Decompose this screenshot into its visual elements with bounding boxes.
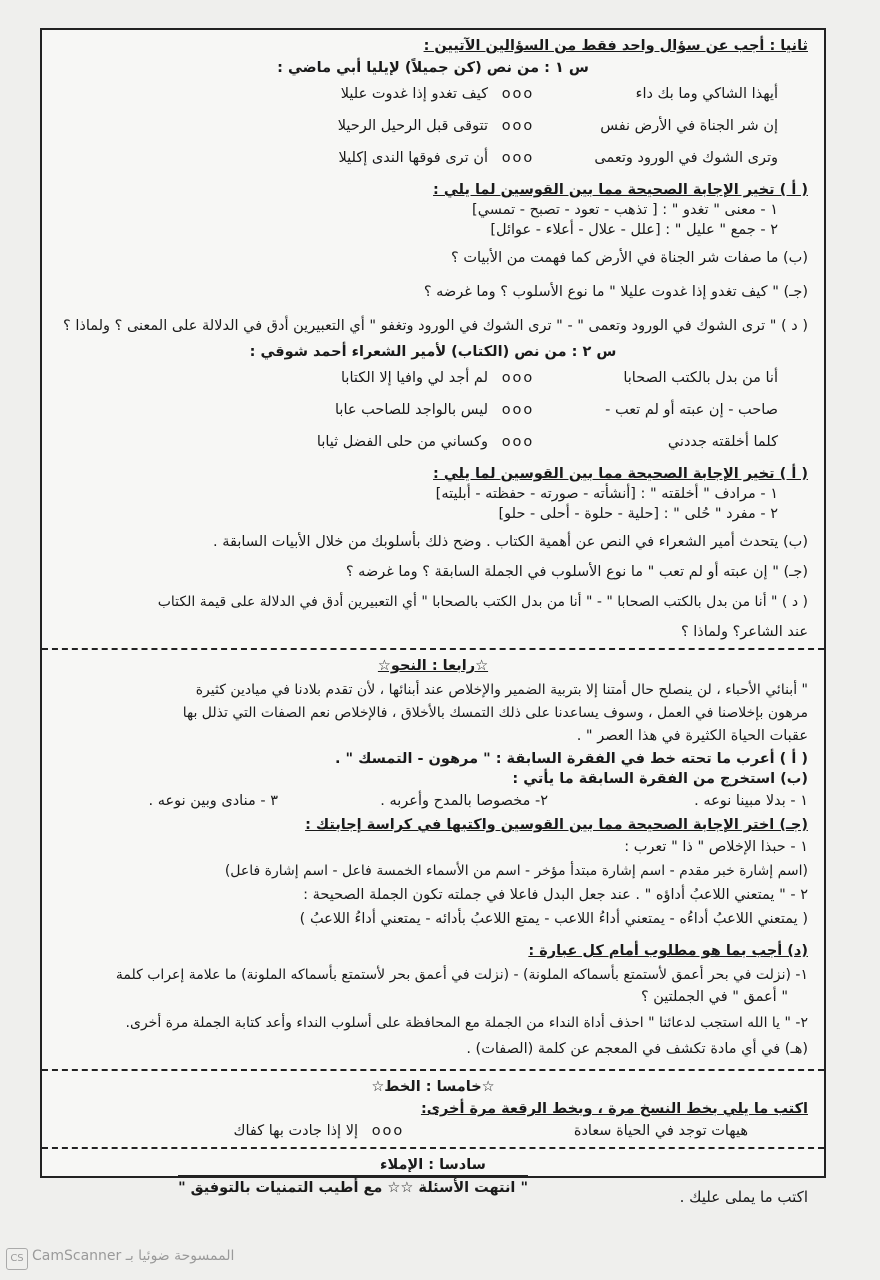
grammar-part-c-item-1: ١ - حبذا الإخلاص " ذا " تعرب : — [624, 839, 808, 855]
section-four-title: ☆رابعا : النحو☆ — [377, 658, 489, 674]
verse-separator: ooo — [501, 434, 535, 450]
verse-second-half: تتوقى قبل الرحيل الرحيلا — [337, 118, 488, 134]
handwriting-instruction: اكتب ما يلي بخط النسخ مرة ، وبخط الرقعة مرة أخرى: — [420, 1101, 808, 1117]
dictation-instruction: اكتب ما يملى عليك . — [679, 1188, 808, 1206]
verse-first-half: إن شر الجناة في الأرض نفس — [600, 118, 778, 134]
section-divider — [42, 648, 824, 650]
verse-second-half: ليس بالواجد للصاحب عابا — [334, 402, 488, 418]
grammar-part-d-heading: (د) أجب بما هو مطلوب أمام كل عبارة : — [528, 943, 808, 959]
camscanner-logo: CS — [6, 1248, 28, 1270]
q1-part-a-item-2: ٢ - جمع " عليل " : [علل - علال - أعلاء - عوائل] — [490, 222, 778, 238]
q2-heading: س ٢ : من نص (الكتاب) لأمير الشعراء أحمد شوقي : — [249, 344, 617, 360]
exam-page — [40, 28, 826, 1206]
q2-part-d-continued: عند الشاعر؟ ولماذا ؟ — [680, 624, 808, 640]
q2-poem — [58, 368, 808, 452]
verse-row — [58, 84, 808, 104]
grammar-paragraph-line-3: عقبات الحياة الكثيرة في هذا العصر " . — [576, 728, 808, 744]
verse-separator: ooo — [501, 118, 535, 134]
verse-row — [58, 368, 808, 388]
q2-part-a-item-1: ١ - مرادف " أخلقته " : [أنشأته - صورته - حفظته - أبليته] — [435, 486, 778, 502]
verse-row — [58, 400, 808, 420]
q1-part-b: (ب) ما صفات شر الجناة في الأرض كما فهمت من الأبيات ؟ — [451, 250, 808, 266]
section-two-title: ثانيا : أجب عن سؤال واحد فقط من السؤالين الآتيين : — [423, 38, 808, 54]
grammar-part-b-item-3: ٣ - منادى وبين نوعه . — [148, 793, 278, 809]
grammar-part-c-options-1: (اسم إشارة خبر مقدم - اسم إشارة مبتدأ مؤخر - اسم من الأسماء الخمسة فاعل - اسم إشارة فاعل) — [224, 863, 808, 879]
q1-part-d: ( د ) " ترى الشوك في الورود وتعمى " - " ترى الشوك في الورود وتغفو " أي التعبيرين أدق في الدلالة على المعنى ؟ ولماذا ؟ — [63, 318, 808, 334]
verse-first-half: هيهات توجد في الحياة سعادة — [573, 1123, 748, 1139]
grammar-part-b-items — [58, 791, 808, 811]
q1-poem — [58, 84, 808, 168]
grammar-part-c-options-2: ( يمتعني اللاعبُ أداءُه - يمتعني أداءُ اللاعب - يمتع اللاعبُ بأدائه - يمتعني أداءُ اللاعبُ ) — [299, 911, 808, 927]
verse-separator: ooo — [501, 86, 535, 102]
grammar-part-a: ( أ ) أعرب ما تحته خط في الفقرة السابقة : " مرهون - التمسك " . — [334, 751, 808, 767]
handwriting-verse — [58, 1121, 808, 1141]
verse-row — [58, 148, 808, 168]
q1-part-a-item-1: ١ - معنى " تغدو " : [ تذهب - تعود - تصبح - تمسي] — [472, 202, 778, 218]
verse-second-half: أن ترى فوقها الندى إكليلا — [338, 150, 488, 166]
dictation-line — [58, 1180, 808, 1207]
verse-separator: ooo — [371, 1123, 405, 1139]
q1-part-c: (جـ) " كيف تغدو إذا غدوت عليلا " ما نوع الأسلوب ؟ وما غرضه ؟ — [423, 284, 808, 300]
closing-message: " انتهت الأسئلة ☆☆ مع أطيب التمنيات بالتوفيق " — [178, 1175, 528, 1207]
grammar-paragraph-line-2: مرهون بإخلاصنا في العمل ، وسوف يساعدنا على ذلك التمسك بالأخلاق ، فالإخلاص نعم الصفات التي تذلل بها — [182, 705, 808, 721]
q1-heading: س ١ : من نص (كن جميلاً) لإيليا أبي ماضي : — [277, 60, 589, 76]
section-five-title: ☆خامسا : الخط☆ — [371, 1079, 495, 1095]
verse-first-half: أنا من بدل بالكتب الصحابا — [623, 370, 778, 386]
verse-separator: ooo — [501, 370, 535, 386]
verse-first-half: كلما أخلقته جددني — [667, 434, 778, 450]
section-divider — [42, 1069, 824, 1071]
grammar-part-b-item-1: ١ - بدلا مبينا نوعه . — [694, 793, 808, 809]
verse-second-half: إلا إذا جادت بها كفاك — [233, 1123, 358, 1139]
verse-separator: ooo — [501, 402, 535, 418]
verse-row — [58, 432, 808, 452]
verse-second-half: كيف تغدو إذا غدوت عليلا — [340, 86, 488, 102]
camscanner-text: الممسوحة ضوئيا بـ CamScanner — [32, 1248, 235, 1264]
q2-part-d: ( د ) " أنا من بدل بالكتب الصحابا " - " أنا من بدل الكتب بالصحابا " أي التعبيرين أدق في الدلالة على قيمة الكتاب — [157, 594, 808, 610]
section-six-title: سادسا : الإملاء — [380, 1157, 486, 1173]
grammar-part-b-heading: (ب) استخرج من الفقرة السابقة ما يأتي : — [512, 771, 808, 787]
q2-part-b: (ب) يتحدث أمير الشعراء في النص عن أهمية الكتاب . وضح ذلك بأسلوبك من خلال الأبيات السابقة . — [213, 534, 808, 550]
q2-part-c: (جـ) " إن عبته أو لم تعب " ما نوع الأسلوب في الجملة السابقة ؟ وما غرضه ؟ — [345, 564, 808, 580]
q1-part-a-heading: ( أ ) تخير الإجابة الصحيحة مما بين القوسين لما يلي : — [433, 182, 808, 198]
grammar-part-c-heading: (جـ) اختر الإجابة الصحيحة مما بين القوسين واكتبها في كراسة إجابتك : — [305, 817, 808, 833]
grammar-part-b-item-2: ٢- مخصوصا بالمدح وأعربه . — [380, 793, 548, 809]
scanner-watermark — [0, 1246, 880, 1272]
section-divider — [42, 1147, 824, 1149]
grammar-part-d-item-1-continued: " أعمق " في الجملتين ؟ — [640, 989, 788, 1005]
q2-part-a-heading: ( أ ) تخير الإجابة الصحيحة مما بين القوسين لما يلي : — [433, 466, 808, 482]
grammar-part-e: (هـ) في أي مادة تكشف في المعجم عن كلمة (الصفات) . — [466, 1041, 808, 1057]
verse-first-half: وترى الشوك في الورود وتعمى — [594, 150, 778, 166]
grammar-part-d-item-2: ٢- " يا الله استجب لدعائنا " احذف أداة النداء من الجملة مع المحافظة على أسلوب النداء وأعد كتابة الجملة مرة أخرى. — [125, 1015, 808, 1031]
grammar-part-c-item-2: ٢ - " يمتعني اللاعبُ أداؤه " . عند جعل البدل فاعلا في جملته تكون الجملة الصحيحة : — [303, 887, 808, 903]
verse-row — [58, 116, 808, 136]
q2-part-a-item-2: ٢ - مفرد " حُلى " : [حلية - حلوة - أحلى - حلو] — [498, 506, 778, 522]
verse-first-half: صاحب - إن عبته أو لم تعب - — [605, 402, 778, 418]
verse-first-half: أيهذا الشاكي وما بك داء — [635, 86, 778, 102]
verse-separator: ooo — [501, 150, 535, 166]
verse-second-half: لم أجد لي وافيا إلا الكتابا — [341, 370, 488, 386]
grammar-part-d-item-1: ١- (نزلت في بحر أعمق لأستمتع بأسماكه الملونة) - (نزلت في أعمق بحر لأستمتع بأسماكه الملونة) ما علامة إعراب كلمة — [115, 967, 808, 983]
verse-second-half: وكساني من حلى الفضل ثيابا — [316, 434, 488, 450]
grammar-paragraph-line-1: " أبنائي الأحباء ، لن ينصلح حال أمتنا إلا بتربية الضمير والإخلاص عند أبنائها ، لأن تقدم بلادنا في ميادين كثيرة — [195, 682, 808, 698]
